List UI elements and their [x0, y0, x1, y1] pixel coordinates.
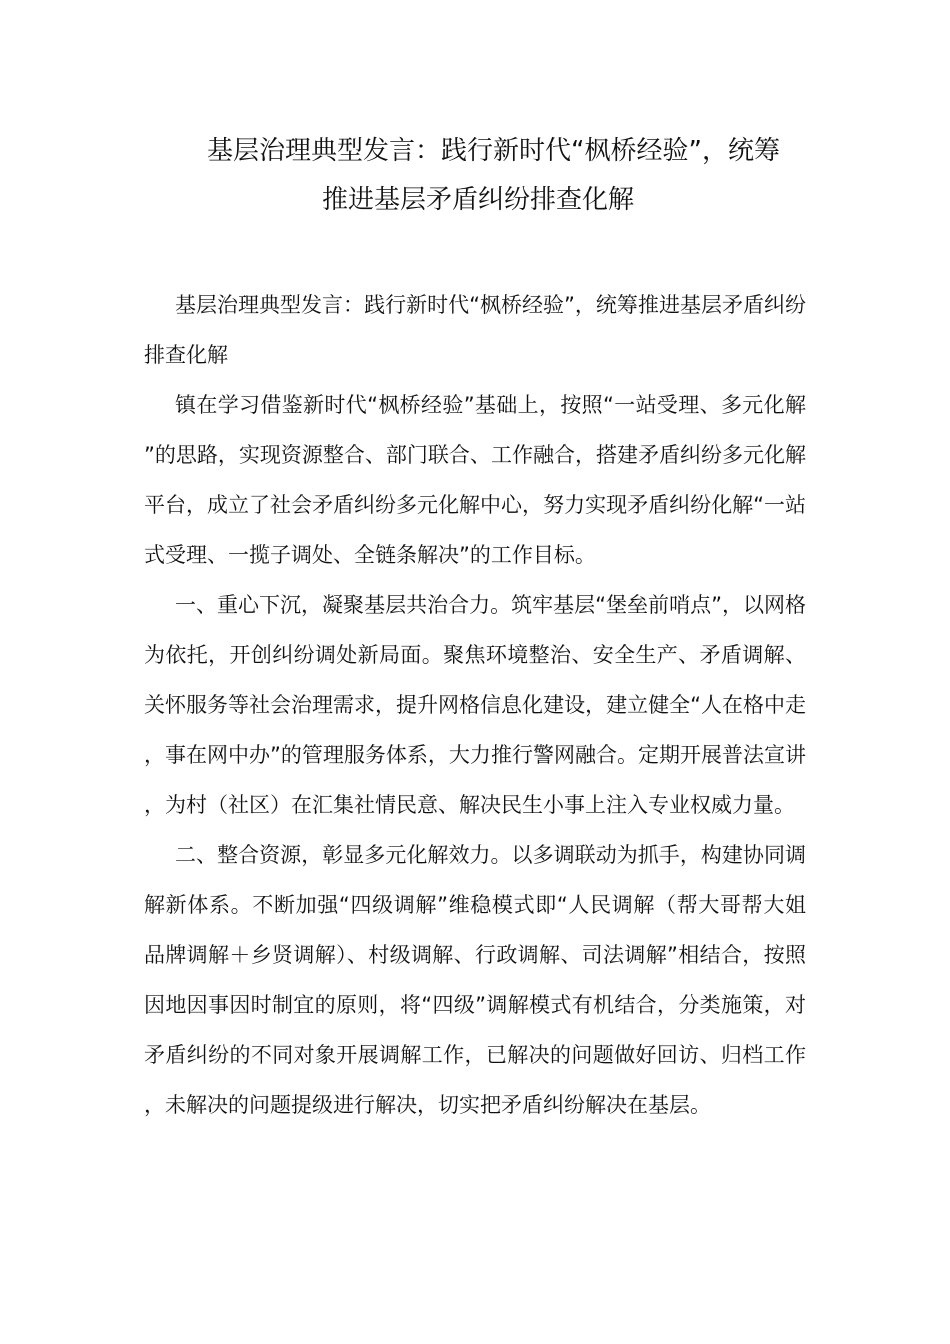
document-title-line-2: 推进基层矛盾纠纷排查化解 [322, 185, 635, 215]
document-body [144, 280, 806, 1130]
paragraph-section-2: 二、整合资源，彰显多元化解效力。以多调联动为抓手，构建协同调解新体系。不断加强“四级调解”维稳模式即“人民调解（帮大哥帮大姐品牌调解＋乡贤调解）、村级调解、行政调解、司法调解”相结合，按照因地因事因时制宜的原则，将“四级”调解模式有机结合，分类施策，对矛盾纠纷的不同对象开展调解工作，已解决的问题做好回访、归档工作，未解决的问题提级进行解决，切实把矛盾纠纷解决在基层。 [144, 843, 806, 1117]
paragraph-intro: 基层治理典型发言：践行新时代“枫桥经验”，统筹推进基层矛盾纠纷排查化解 [144, 293, 806, 367]
paragraph-section-1: 一、重心下沉，凝聚基层共治合力。筑牢基层“堡垒前哨点”，以网格为依托，开创纠纷调处新局面。聚焦环境整治、安全生产、矛盾调解、关怀服务等社会治理需求，提升网格信息化建设，建立健全“人在格中走，事在网中办”的管理服务体系，大力推行警网融合。定期开展普法宣讲，为村（社区）在汇集社情民意、解决民生小事上注入专业权威力量。 [144, 593, 806, 817]
paragraph-overview: 镇在学习借鉴新时代“枫桥经验”基础上，按照“一站受理、多元化解”的思路，实现资源整合、部门联合、工作融合，搭建矛盾纠纷多元化解平台，成立了社会矛盾纠纷多元化解中心，努力实现矛盾纠纷化解“一站式受理、一揽子调处、全链条解决”的工作目标。 [144, 393, 806, 567]
document-title-line-1: 基层治理典型发言：践行新时代“枫桥经验”，统筹 [207, 136, 780, 166]
